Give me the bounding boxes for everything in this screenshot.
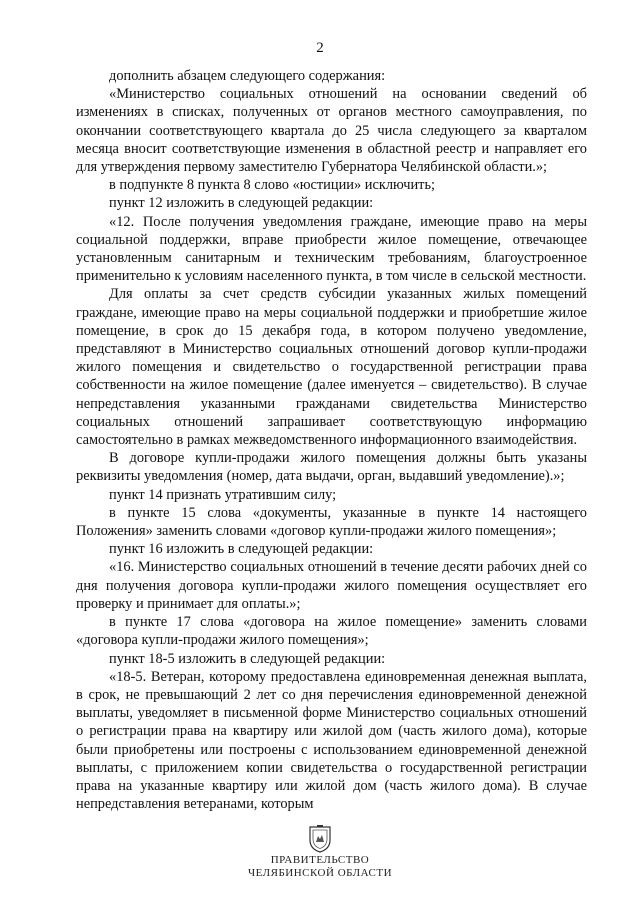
paragraph: «12. После получения уведомления граждане, имеющие право на меры социальной поддержки, вправе приобрести жилое помещение, отвечающее установленным санитарным и техническим требованиям, благоустроенное применительно к условиям населенного пункта, в том числе в сельской местности. bbox=[76, 213, 587, 285]
paragraph: пункт 14 признать утратившим силу; bbox=[109, 486, 337, 503]
paragraph: в пункте 17 слова «договора на жилое помещение» заменить словами «договора купли-продажи жилого помещения»; bbox=[76, 614, 587, 649]
paragraph: в пункте 15 слова «документы, указанные в пункте 14 настоящего Положения» заменить словами «договор купли-продажи жилого помещения»; bbox=[76, 504, 587, 540]
footer-line-2: ЧЕЛЯБИНСКОЙ ОБЛАСТИ bbox=[247, 867, 393, 879]
footer-stamp bbox=[0, 824, 640, 880]
paragraph: пункт 16 изложить в следующей редакции: bbox=[109, 541, 374, 558]
footer-line-1: ПРАВИТЕЛЬСТВО bbox=[270, 854, 370, 866]
paragraph: Для оплаты за счет средств субсидии указанных жилых помещений граждане, имеющие право на меры социальной поддержки и приобретшие жилое помещение, в срок до 15 декабря года, в котором получено уведомление, представляют в Министерство социальных отношений договор купли-продажи жилого помещения и свидетельство о государственной регистрации права собственности на жилое помещение (далее именуется – свидетельство). В случае непредставления указанными гражданами свидетельства Министерство социальных отношений запрашивает соответствующую информацию самостоятельно в рамках межведомственного информационного взаимодействия. bbox=[76, 286, 587, 449]
paragraph: «Министерство социальных отношений на основании сведений об изменениях в списках, полученных от органов местного самоуправления, по окончании соответствующего квартала до 25 числа следующего за кварталом месяца вносит соответствующие изменения в областной реестр и направляет его для утверждения первому заместителю Губернатора Челябинской области.»; bbox=[76, 86, 587, 176]
page-number: 2 bbox=[316, 40, 324, 56]
coat-of-arms-icon bbox=[307, 824, 333, 854]
paragraph: «18-5. Ветеран, которому предоставлена единовременная денежная выплата, в срок, не превышающий 2 лет со дня перечисления единовременной денежной выплаты, уведомляет в письменной форме Министерство социальных отношений о регистрации права на квартиру или жилой дом (часть жилого дома), которые были приобретены или построены с использованием единовременной денежной выплаты, с приложением копии свидетельства о государственной регистрации права на указанные квартиру или жилой дом (часть жилого дома). В случае непредставления ветеранами, которым bbox=[76, 668, 587, 813]
paragraph: пункт 18-5 изложить в следующей редакции: bbox=[109, 650, 386, 667]
document-body bbox=[76, 67, 587, 813]
paragraph: дополнить абзацем следующего содержания: bbox=[109, 68, 386, 84]
paragraph: «16. Министерство социальных отношений в течение десяти рабочих дней со дня получения договора купли-продажи жилого помещения осуществляет его проверку и принимает для оплаты.»; bbox=[76, 559, 587, 612]
paragraph: В договоре купли-продажи жилого помещения должны быть указаны реквизиты уведомления (номер, дата выдачи, орган, выдавший уведомление).»; bbox=[76, 450, 587, 485]
paragraph: в подпункте 8 пункта 8 слово «юстиции» исключить; bbox=[109, 177, 436, 194]
paragraph: пункт 12 изложить в следующей редакции: bbox=[109, 195, 374, 212]
